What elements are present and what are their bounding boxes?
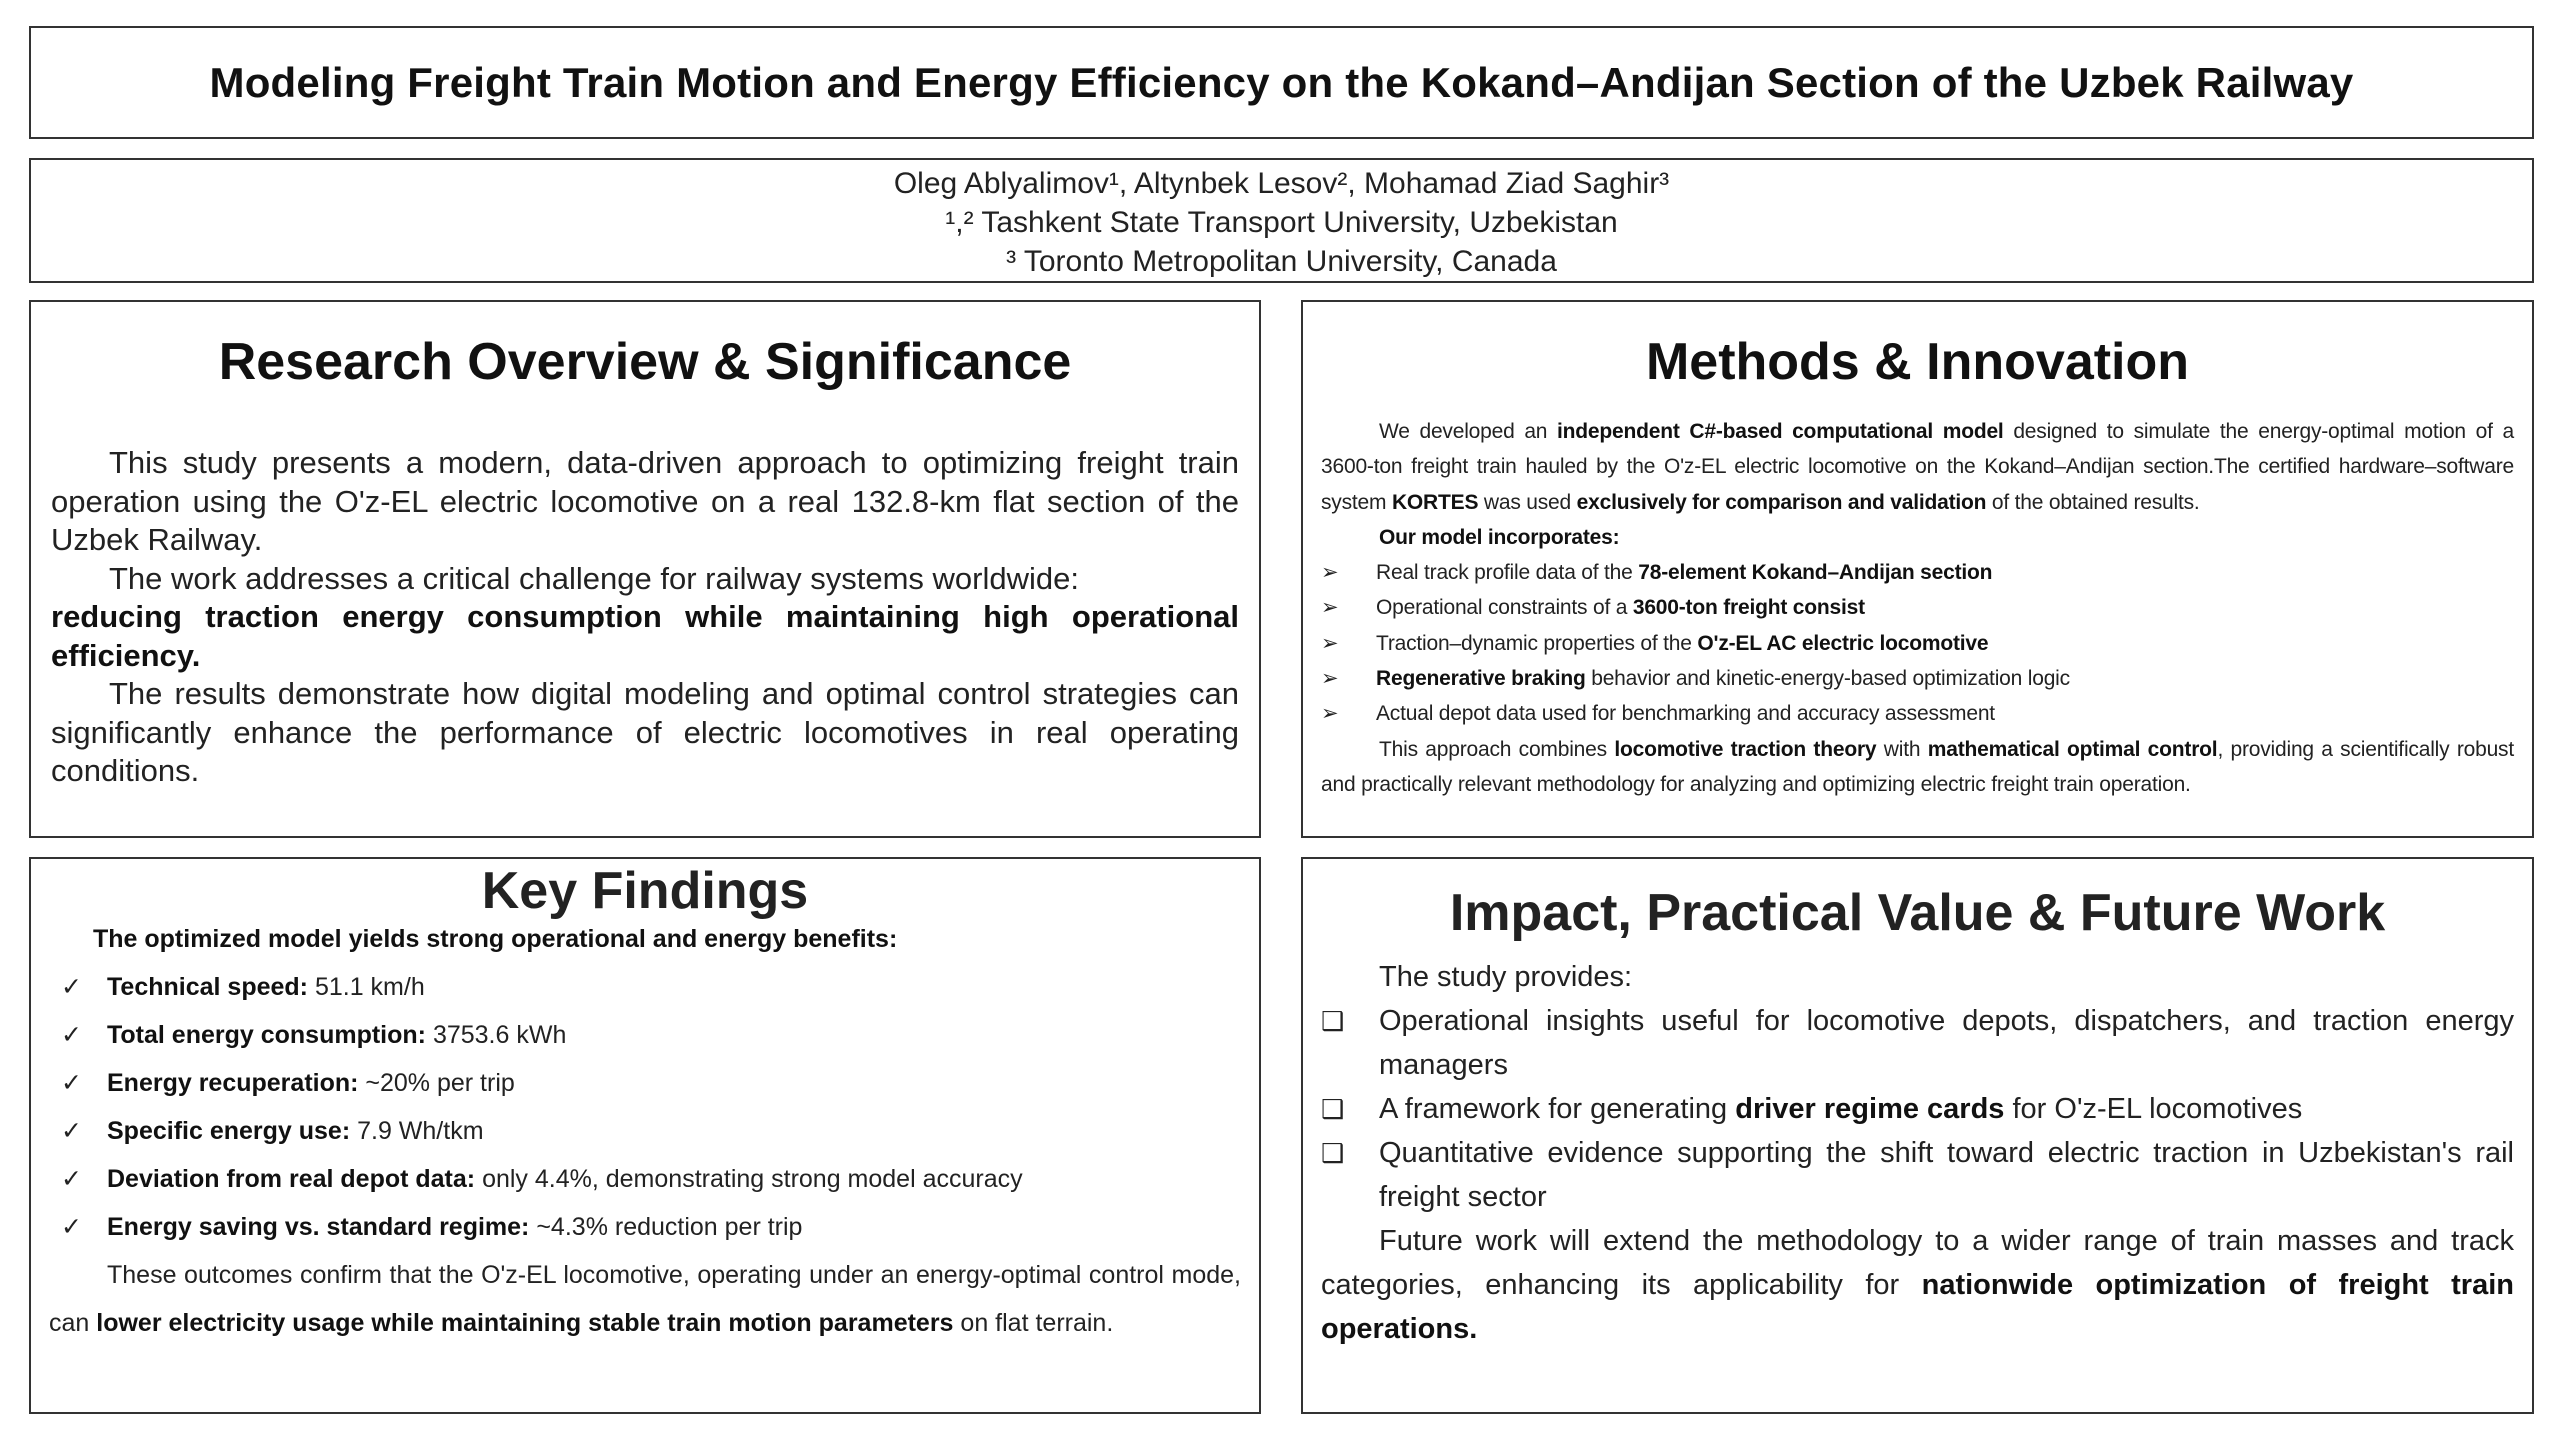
text: ~4.3% reduction per trip xyxy=(529,1213,803,1241)
arrow-bullet-icon: ➢ xyxy=(1321,702,1339,726)
bold-text: Regenerative braking xyxy=(1376,667,1586,691)
arrow-bullet-icon: ➢ xyxy=(1321,631,1339,655)
authors-box xyxy=(29,158,2534,283)
text: for O'z-EL locomotives xyxy=(2004,1093,2303,1125)
poster-title: Modeling Freight Train Motion and Energy Efficiency on the Kokand–Andijan Section of the Uzbek Railway xyxy=(209,58,2354,106)
text: Future work will extend the methodology to a wider range of train masses and track categories, enhancing its applicability for xyxy=(1321,1225,2514,1301)
panel-heading: Key Findings xyxy=(481,862,809,920)
square-bullet-icon: ❑ xyxy=(1321,1138,1345,1168)
text: Traction–dynamic properties of the xyxy=(1376,631,1698,655)
findings-closing xyxy=(49,1251,1241,1347)
finding-item xyxy=(49,1203,1241,1251)
text: Quantitative evidence supporting the shift toward electric traction in Uzbekistan's rail freight sector xyxy=(1379,1137,2514,1213)
methods-intro xyxy=(1321,414,2514,520)
methods-list-item xyxy=(1321,626,2514,661)
text: ~20% per trip xyxy=(358,1069,515,1097)
impact-item xyxy=(1321,1087,2514,1131)
text: was used xyxy=(1478,490,1577,514)
text: only 4.4%, demonstrating strong model accuracy xyxy=(475,1165,1023,1193)
panel-heading: Impact, Practical Value & Future Work xyxy=(1449,884,2386,942)
methods-list-item xyxy=(1321,696,2514,731)
affiliation-1: ¹,² Tashkent State Transport University, Uzbekistan xyxy=(945,206,1618,239)
methods-closing xyxy=(1321,732,2514,803)
text: behavior and kinetic-energy-based optimization logic xyxy=(1585,667,2070,691)
bold-text: 3600-ton freight consist xyxy=(1632,596,1865,620)
text: with xyxy=(1876,737,1928,761)
text: A framework for generating xyxy=(1379,1093,1736,1125)
overview-paragraph xyxy=(51,444,1239,560)
bold-text: locomotive traction theory xyxy=(1614,737,1877,761)
panel-heading: Research Overview & Significance xyxy=(218,333,1072,391)
methods-list-item xyxy=(1321,555,2514,590)
check-icon: ✓ xyxy=(61,1069,82,1097)
text: We developed an xyxy=(1379,420,1558,443)
bold-text: O'z-EL AC electric locomotive xyxy=(1697,631,1989,655)
check-icon: ✓ xyxy=(61,1213,82,1241)
check-icon: ✓ xyxy=(61,1117,82,1145)
impact-item xyxy=(1321,1131,2514,1219)
finding-item xyxy=(49,963,1241,1011)
text: of the obtained results. xyxy=(1986,490,2200,514)
arrow-bullet-icon: ➢ xyxy=(1321,667,1339,691)
methods-list-item xyxy=(1321,590,2514,625)
text: This approach combines xyxy=(1379,737,1615,761)
bold-text: KORTES xyxy=(1391,490,1479,514)
text: 51.1 km/h xyxy=(308,973,425,1001)
finding-item xyxy=(49,1155,1241,1203)
arrow-bullet-icon: ➢ xyxy=(1321,596,1339,620)
bold-text: nationwide optimization of freight train operations. xyxy=(1321,1269,2514,1345)
bold-text: 78-element Kokand–Andijan section xyxy=(1638,561,1993,585)
text: The results demonstrate how digital modeling and optimal control strategies can significantly enhance the performance of electric locomotives in real operating conditions. xyxy=(51,676,1239,788)
text: This study presents a modern, data-driven approach to optimizing freight train operation using the O'z-EL electric locomotive on a real 132.8-km flat section of the Uzbek Railway. xyxy=(51,445,1239,557)
text: 7.9 Wh/tkm xyxy=(350,1117,484,1145)
bold-text: Energy saving vs. standard regime: xyxy=(107,1213,530,1241)
overview-paragraph xyxy=(51,675,1239,791)
bold-text: Deviation from real depot data: xyxy=(107,1165,476,1193)
text: Operational constraints of a xyxy=(1376,596,1633,620)
finding-item xyxy=(49,1059,1241,1107)
author-names: Oleg Ablyalimov¹, Altynbek Lesov², Mohamad Ziad Saghir³ xyxy=(893,167,1670,200)
bold-text: driver regime cards xyxy=(1735,1093,2005,1125)
check-icon: ✓ xyxy=(61,973,82,1001)
finding-item xyxy=(49,1107,1241,1155)
text: Actual depot data used for benchmarking and accuracy assessment xyxy=(1376,702,1995,726)
panel-heading: Methods & Innovation xyxy=(1645,333,2190,391)
arrow-bullet-icon: ➢ xyxy=(1321,561,1339,585)
bold-text: Energy recuperation: xyxy=(107,1069,359,1097)
bold-text: Specific energy use: xyxy=(107,1117,351,1145)
square-bullet-icon: ❑ xyxy=(1321,1094,1345,1124)
findings-intro: The optimized model yields strong operational and energy benefits: xyxy=(93,925,898,953)
square-bullet-icon: ❑ xyxy=(1321,1006,1345,1036)
methods-panel xyxy=(1301,300,2534,838)
text: The work addresses a critical challenge for railway systems worldwide: xyxy=(109,560,1079,596)
affiliation-2: ³ Toronto Metropolitan University, Canada xyxy=(1006,245,1557,278)
bold-text: exclusively for comparison and validation xyxy=(1576,490,1987,514)
finding-item xyxy=(49,1011,1241,1059)
impact-closing xyxy=(1321,1219,2514,1351)
overview-paragraph xyxy=(51,560,1239,599)
methods-list-heading: Our model incorporates: xyxy=(1379,525,1620,549)
impact-item xyxy=(1321,999,2514,1087)
text: Real track profile data of the xyxy=(1376,561,1639,585)
text: 3753.6 kWh xyxy=(426,1021,567,1049)
bold-text: Technical speed: xyxy=(107,973,308,1001)
text: designed to simulate the energy-optimal motion of a 3600-ton freight train hauled by the O'z-EL electric locomotive on the Kokand–Andijan section.The certified hardware–software system xyxy=(1321,420,2514,514)
bold-text: reducing traction energy consumption while maintaining high operational efficiency. xyxy=(51,599,1239,673)
bold-text: mathematical optimal control xyxy=(1927,737,2218,761)
text: These outcomes confirm that the O'z-EL locomotive, operating under an energy-optimal control mode, can xyxy=(49,1261,1241,1337)
overview-paragraph xyxy=(51,598,1239,675)
bold-text: Total energy consumption: xyxy=(107,1021,426,1049)
impact-panel xyxy=(1301,857,2534,1414)
text: Operational insights useful for locomotive depots, dispatchers, and traction energy managers xyxy=(1379,1005,2514,1081)
check-icon: ✓ xyxy=(61,1165,82,1193)
research-overview-panel xyxy=(29,300,1261,838)
key-findings-panel xyxy=(29,857,1261,1414)
text: on flat terrain. xyxy=(953,1309,1114,1337)
methods-list-item xyxy=(1321,661,2514,696)
bold-text: independent C#-based computational model xyxy=(1557,420,2004,443)
title-box xyxy=(29,26,2534,139)
check-icon: ✓ xyxy=(61,1021,82,1049)
text: , providing a scientifically robust and practically relevant methodology for analyzing and optimizing electric freight train operation. xyxy=(1321,737,2514,796)
impact-intro: The study provides: xyxy=(1379,961,1633,993)
bold-text: lower electricity usage while maintaining stable train motion parameters xyxy=(96,1309,954,1337)
